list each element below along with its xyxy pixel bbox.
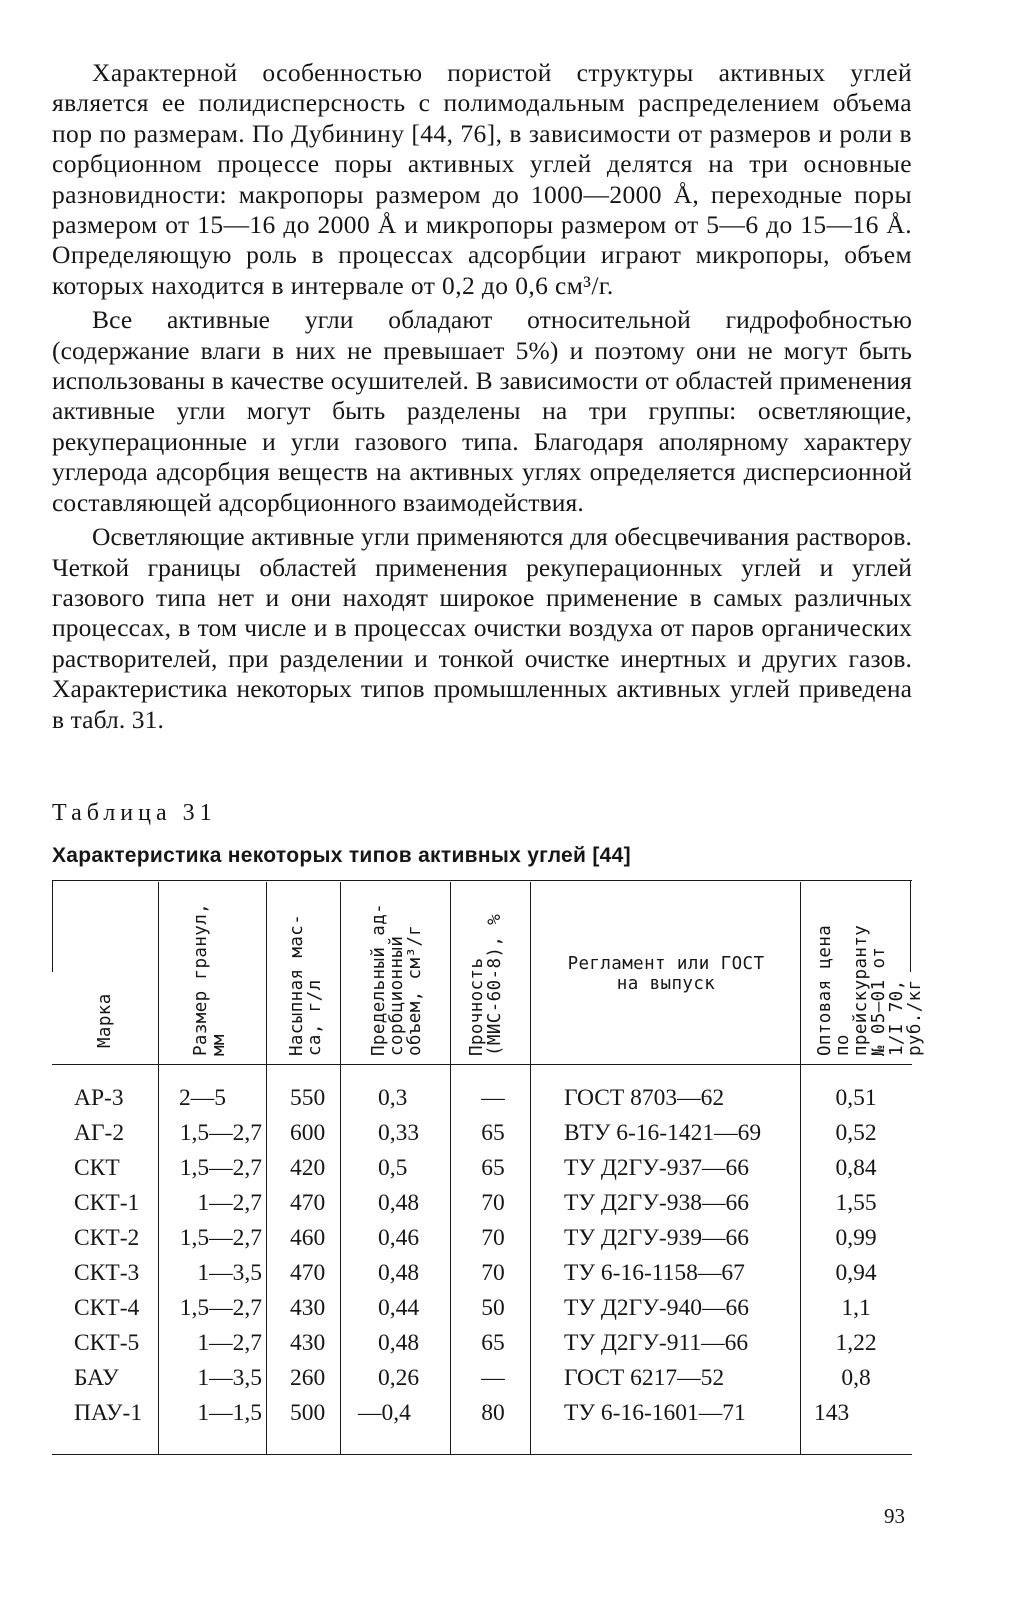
cell-strength: 65 xyxy=(481,1120,505,1146)
cell-volume: 0,26 xyxy=(378,1365,420,1391)
table-row xyxy=(52,1225,912,1260)
cell-density: 470 xyxy=(290,1260,326,1286)
cell-size: 1,5—2,7 xyxy=(179,1295,262,1321)
cell-price: 1,55 xyxy=(835,1190,877,1216)
cell-density: 260 xyxy=(290,1365,326,1391)
cell-volume: 0,48 xyxy=(378,1330,420,1356)
cell-strength: 65 xyxy=(481,1155,505,1181)
cell-regulation: ТУ Д2ГУ-911—66 xyxy=(564,1330,749,1356)
cell-density: 550 xyxy=(290,1085,326,1111)
header-bulk-density: Насыпная мас- са, г/л xyxy=(287,913,325,1056)
paragraph-2: Все активные угли обладают относительной гидрофобностью (содержание влаги в них не превышает 5%) и поэтому они не могут быть использованы в качестве осушителей. В зависимости от областей применения активные угли могут быть разделены на три группы: осветляющие, рекуперационные и угли газового типа. Благодаря аполярному характеру углерода адсорбция веществ на активных углях определяется дисперсионной составляющей адсорбционного взаимодействия. xyxy=(52,305,912,517)
cell-volume: 0,5 xyxy=(378,1155,408,1181)
cell-size: 1—2,7 xyxy=(197,1190,262,1216)
cell-mark: АГ-2 xyxy=(74,1120,125,1146)
paragraph-1: Характерной особенностью пористой структуры активных углей является ее полидисперсность с полимодальным распределением объема пор по размерам. По Дубинину [44, 76], в зависимости от размеров и роли в сорбционном процессе поры активных углей делятся на три основные разновидности: макропоры размером до 1000—2000 Å, переходные поры размером от 15—16 до 2000 Å и микропоры размером от 5—6 до 15—16 Å. Определяющую роль в процессах адсорбции играют микропоры, объем которых находится в интервале от 0,2 до 0,6 см³/г. xyxy=(52,58,912,300)
table-caption: Характеристика некоторых типов активных углей [44] xyxy=(52,844,631,867)
cell-volume: 0,48 xyxy=(378,1260,420,1286)
body-text xyxy=(52,58,912,735)
cell-size: 2—5 xyxy=(179,1085,226,1111)
table-row xyxy=(52,1260,912,1295)
page-number: 93 xyxy=(884,1504,905,1528)
table-row xyxy=(52,1190,912,1225)
cell-volume: 0,46 xyxy=(378,1225,420,1251)
table-row xyxy=(52,1085,912,1120)
table-bottom-rule xyxy=(52,1454,912,1455)
cell-size: 1—1,5 xyxy=(197,1400,262,1426)
cell-regulation: ТУ 6-16-1158—67 xyxy=(564,1260,745,1286)
cell-size: 1—3,5 xyxy=(197,1365,262,1391)
header-sorption-volume: Предельный ад- сорбционный объем, см³/г xyxy=(369,902,425,1056)
header-mark: Марка xyxy=(95,993,115,1048)
cell-volume: 0,44 xyxy=(378,1295,420,1321)
cell-mark: ПАУ-1 xyxy=(74,1400,143,1426)
cell-strength: — xyxy=(481,1085,505,1111)
paragraph-3: Осветляющие активные угли применяются для обесцвечивания растворов. Четкой границы областей применения рекуперационных углей и углей газового типа нет и они находят широкое применение в самых различных процессах, в том числе и в процессах очистки воздуха от паров органических растворителей, при разделении и тонкой очистке инертных и других газов. Характеристика некоторых типов промышленных активных углей приведена в табл. 31. xyxy=(52,522,912,734)
cell-price: 0,8 xyxy=(841,1365,871,1391)
cell-strength: 80 xyxy=(481,1400,505,1426)
cell-strength: 65 xyxy=(481,1330,505,1356)
cell-strength: — xyxy=(481,1365,505,1391)
table-row xyxy=(52,1330,912,1365)
cell-price: 1,22 xyxy=(835,1330,877,1356)
cell-density: 470 xyxy=(290,1190,326,1216)
table-header-rule xyxy=(52,1064,912,1065)
cell-size: 1—3,5 xyxy=(197,1260,262,1286)
header-strength: Прочность (МИС-60-8), % xyxy=(467,913,505,1056)
table-row xyxy=(52,1120,912,1155)
cell-volume: 0,3 xyxy=(378,1085,408,1111)
cell-mark: СКТ xyxy=(74,1155,120,1181)
cell-mark: СКТ-5 xyxy=(74,1330,140,1356)
cell-density: 600 xyxy=(290,1120,326,1146)
cell-price: 1,1 xyxy=(841,1295,871,1321)
cell-strength: 70 xyxy=(481,1260,505,1286)
cell-strength: 50 xyxy=(481,1295,505,1321)
table-row xyxy=(52,1155,912,1190)
cell-density: 460 xyxy=(290,1225,326,1251)
cell-mark: АР-3 xyxy=(74,1085,124,1111)
table-left-edge xyxy=(52,880,53,972)
cell-mark: СКТ-3 xyxy=(74,1260,140,1286)
header-regulation: Регламент или ГОСТ на выпуск xyxy=(567,954,765,994)
cell-mark: СКТ-2 xyxy=(74,1225,140,1251)
cell-size: 1,5—2,7 xyxy=(179,1120,262,1146)
cell-regulation: ТУ Д2ГУ-938—66 xyxy=(564,1190,749,1216)
cell-mark: БАУ xyxy=(74,1365,119,1391)
table-row xyxy=(52,1295,912,1330)
table-top-rule xyxy=(52,880,912,881)
table-row xyxy=(52,1400,912,1435)
cell-strength: 70 xyxy=(481,1225,505,1251)
cell-price: 0,94 xyxy=(835,1260,877,1286)
cell-regulation: ТУ Д2ГУ-940—66 xyxy=(564,1295,749,1321)
cell-size: 1,5—2,7 xyxy=(179,1155,262,1181)
cell-mark: СКТ-1 xyxy=(74,1190,140,1216)
cell-regulation: ТУ Д2ГУ-939—66 xyxy=(564,1225,749,1251)
cell-regulation: ТУ Д2ГУ-937—66 xyxy=(564,1155,749,1181)
cell-density: 500 xyxy=(290,1400,326,1426)
cell-density: 420 xyxy=(290,1155,326,1181)
cell-price: 0,51 xyxy=(835,1085,877,1111)
cell-size: 1,5—2,7 xyxy=(179,1225,262,1251)
cell-mark: СКТ-4 xyxy=(74,1295,140,1321)
cell-price: 143 xyxy=(814,1400,850,1426)
table-row xyxy=(52,1365,912,1400)
cell-regulation: ГОСТ 8703—62 xyxy=(564,1085,725,1111)
cell-regulation: ВТУ 6-16-1421—69 xyxy=(564,1120,762,1146)
header-wholesale-price: Оптовая цена по прейскуранту № 05—01 от 1/I 70, руб./кг xyxy=(815,924,925,1056)
cell-size: 1—2,7 xyxy=(197,1330,262,1356)
cell-volume: —0,4 xyxy=(358,1400,411,1426)
header-granule-size: Размер гранул, мм xyxy=(191,902,229,1056)
activated-carbon-table xyxy=(52,880,925,1458)
cell-density: 430 xyxy=(290,1330,326,1356)
cell-strength: 70 xyxy=(481,1190,505,1216)
cell-regulation: ТУ 6-16-1601—71 xyxy=(564,1400,746,1426)
cell-price: 0,52 xyxy=(835,1120,877,1146)
cell-regulation: ГОСТ 6217—52 xyxy=(564,1365,725,1391)
cell-volume: 0,48 xyxy=(378,1190,420,1216)
cell-price: 0,99 xyxy=(835,1225,877,1251)
table-label: Таблица 31 xyxy=(52,800,217,826)
cell-volume: 0,33 xyxy=(378,1120,420,1146)
cell-price: 0,84 xyxy=(835,1155,877,1181)
cell-density: 430 xyxy=(290,1295,326,1321)
